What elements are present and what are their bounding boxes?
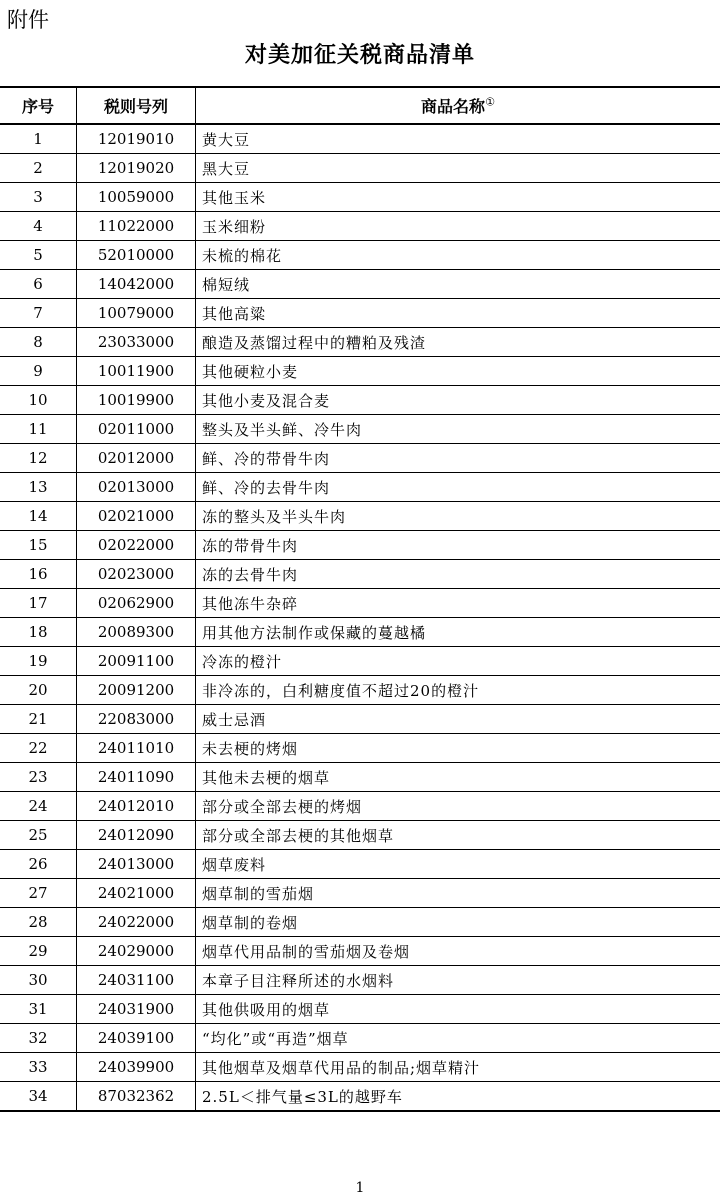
row-product-name: 未去梗的烤烟 <box>196 734 720 763</box>
row-product-name: “均化”或“再造”烟草 <box>196 1024 720 1053</box>
table-row <box>0 270 720 299</box>
row-tariff-code: 02022000 <box>77 531 196 560</box>
row-product-name: 非冷冻的，白利糖度值不超过20的橙汁 <box>196 676 720 705</box>
row-product-name: 其他供吸用的烟草 <box>196 995 720 1024</box>
row-tariff-code: 02062900 <box>77 589 196 618</box>
row-tariff-code: 22083000 <box>77 705 196 734</box>
table-row <box>0 1024 720 1053</box>
row-serial-number: 31 <box>0 995 77 1024</box>
row-serial-number: 11 <box>0 415 77 444</box>
row-tariff-code: 14042000 <box>77 270 196 299</box>
row-serial-number: 14 <box>0 502 77 531</box>
table-row <box>0 444 720 473</box>
row-product-name: 黄大豆 <box>196 124 720 154</box>
row-tariff-code: 20091100 <box>77 647 196 676</box>
row-product-name: 其他小麦及混合麦 <box>196 386 720 415</box>
row-tariff-code: 24039100 <box>77 1024 196 1053</box>
row-serial-number: 19 <box>0 647 77 676</box>
table-row <box>0 850 720 879</box>
row-tariff-code: 02021000 <box>77 502 196 531</box>
table-row <box>0 1082 720 1112</box>
row-product-name: 其他烟草及烟草代用品的制品;烟草精汁 <box>196 1053 720 1082</box>
table-row <box>0 908 720 937</box>
row-tariff-code: 20091200 <box>77 676 196 705</box>
row-tariff-code: 24012090 <box>77 821 196 850</box>
table-header <box>0 87 720 124</box>
table-row <box>0 415 720 444</box>
table-row <box>0 531 720 560</box>
table-row <box>0 328 720 357</box>
row-serial-number: 10 <box>0 386 77 415</box>
row-tariff-code: 24021000 <box>77 879 196 908</box>
row-serial-number: 12 <box>0 444 77 473</box>
table-row <box>0 502 720 531</box>
table-row <box>0 212 720 241</box>
table-row <box>0 1053 720 1082</box>
row-serial-number: 34 <box>0 1082 77 1112</box>
table-row <box>0 124 720 154</box>
table-row <box>0 879 720 908</box>
row-serial-number: 5 <box>0 241 77 270</box>
row-tariff-code: 52010000 <box>77 241 196 270</box>
row-serial-number: 21 <box>0 705 77 734</box>
table-row <box>0 647 720 676</box>
document-title: 对美加征关税商品清单 <box>244 43 475 68</box>
row-product-name: 冻的整头及半头牛肉 <box>196 502 720 531</box>
header-row <box>0 87 720 124</box>
row-serial-number: 20 <box>0 676 77 705</box>
attachment-label: 附件 <box>7 8 49 32</box>
table-row <box>0 821 720 850</box>
header-tariff-code: 税则号列 <box>77 87 196 124</box>
row-serial-number: 4 <box>0 212 77 241</box>
row-serial-number: 15 <box>0 531 77 560</box>
row-product-name: 威士忌酒 <box>196 705 720 734</box>
table-row <box>0 473 720 502</box>
row-serial-number: 17 <box>0 589 77 618</box>
row-product-name: 鲜、冷的去骨牛肉 <box>196 473 720 502</box>
row-product-name: 黑大豆 <box>196 154 720 183</box>
table-row <box>0 241 720 270</box>
row-serial-number: 16 <box>0 560 77 589</box>
row-tariff-code: 24011010 <box>77 734 196 763</box>
table-row <box>0 357 720 386</box>
row-tariff-code: 10011900 <box>77 357 196 386</box>
row-serial-number: 22 <box>0 734 77 763</box>
row-serial-number: 23 <box>0 763 77 792</box>
row-tariff-code: 12019010 <box>77 124 196 154</box>
row-product-name: 烟草废料 <box>196 850 720 879</box>
table-row <box>0 705 720 734</box>
table-row <box>0 995 720 1024</box>
row-product-name: 其他硬粒小麦 <box>196 357 720 386</box>
row-serial-number: 32 <box>0 1024 77 1053</box>
row-product-name: 用其他方法制作或保藏的蔓越橘 <box>196 618 720 647</box>
row-product-name: 冷冻的橙汁 <box>196 647 720 676</box>
row-tariff-code: 24011090 <box>77 763 196 792</box>
row-tariff-code: 24031100 <box>77 966 196 995</box>
table-row <box>0 589 720 618</box>
table-row <box>0 792 720 821</box>
row-tariff-code: 24029000 <box>77 937 196 966</box>
row-product-name: 其他玉米 <box>196 183 720 212</box>
row-serial-number: 8 <box>0 328 77 357</box>
row-product-name: 冻的带骨牛肉 <box>196 531 720 560</box>
row-product-name: 其他未去梗的烟草 <box>196 763 720 792</box>
row-product-name: 烟草代用品制的雪茄烟及卷烟 <box>196 937 720 966</box>
row-serial-number: 33 <box>0 1053 77 1082</box>
row-product-name: 玉米细粉 <box>196 212 720 241</box>
header-product-name <box>196 87 720 124</box>
table-row <box>0 154 720 183</box>
row-product-name: 烟草制的雪茄烟 <box>196 879 720 908</box>
row-product-name: 本章子目注释所述的水烟料 <box>196 966 720 995</box>
row-tariff-code: 12019020 <box>77 154 196 183</box>
row-product-name: 整头及半头鲜、冷牛肉 <box>196 415 720 444</box>
row-tariff-code: 02013000 <box>77 473 196 502</box>
row-serial-number: 24 <box>0 792 77 821</box>
row-tariff-code: 24013000 <box>77 850 196 879</box>
table-row <box>0 183 720 212</box>
row-serial-number: 1 <box>0 124 77 154</box>
row-tariff-code: 24012010 <box>77 792 196 821</box>
row-tariff-code: 20089300 <box>77 618 196 647</box>
row-serial-number: 2 <box>0 154 77 183</box>
row-serial-number: 7 <box>0 299 77 328</box>
table-row <box>0 734 720 763</box>
row-product-name: 烟草制的卷烟 <box>196 908 720 937</box>
row-tariff-code: 02012000 <box>77 444 196 473</box>
row-product-name: 棉短绒 <box>196 270 720 299</box>
row-serial-number: 26 <box>0 850 77 879</box>
row-tariff-code: 02023000 <box>77 560 196 589</box>
row-serial-number: 30 <box>0 966 77 995</box>
row-product-name: 其他冻牛杂碎 <box>196 589 720 618</box>
row-tariff-code: 11022000 <box>77 212 196 241</box>
row-product-name: 冻的去骨牛肉 <box>196 560 720 589</box>
row-product-name: 其他高粱 <box>196 299 720 328</box>
row-tariff-code: 24039900 <box>77 1053 196 1082</box>
row-serial-number: 29 <box>0 937 77 966</box>
page-number: 1 <box>355 1180 365 1196</box>
row-tariff-code: 24031900 <box>77 995 196 1024</box>
row-tariff-code: 24022000 <box>77 908 196 937</box>
row-tariff-code: 10059000 <box>77 183 196 212</box>
table-row <box>0 676 720 705</box>
table-body <box>0 124 720 1111</box>
row-serial-number: 25 <box>0 821 77 850</box>
table-row <box>0 560 720 589</box>
footnote-marker: ① <box>485 95 495 109</box>
row-tariff-code: 23033000 <box>77 328 196 357</box>
row-serial-number: 3 <box>0 183 77 212</box>
row-product-name: 部分或全部去梗的其他烟草 <box>196 821 720 850</box>
table-row <box>0 299 720 328</box>
table-row <box>0 618 720 647</box>
row-serial-number: 28 <box>0 908 77 937</box>
row-tariff-code: 10079000 <box>77 299 196 328</box>
row-serial-number: 6 <box>0 270 77 299</box>
row-product-name: 鲜、冷的带骨牛肉 <box>196 444 720 473</box>
row-serial-number: 18 <box>0 618 77 647</box>
row-product-name: 酿造及蒸馏过程中的糟粕及残渣 <box>196 328 720 357</box>
row-product-name: 部分或全部去梗的烤烟 <box>196 792 720 821</box>
row-serial-number: 13 <box>0 473 77 502</box>
row-product-name: 2.5L＜排气量≤3L的越野车 <box>196 1082 720 1112</box>
table-row <box>0 966 720 995</box>
row-product-name: 未梳的棉花 <box>196 241 720 270</box>
header-product-name-label: 商品名称 <box>421 97 486 116</box>
row-tariff-code: 87032362 <box>77 1082 196 1112</box>
row-tariff-code: 10019900 <box>77 386 196 415</box>
table-row <box>0 763 720 792</box>
table-row <box>0 386 720 415</box>
table-row <box>0 937 720 966</box>
tariff-goods-table <box>0 86 720 1112</box>
row-serial-number: 9 <box>0 357 77 386</box>
header-serial-number: 序号 <box>0 87 77 124</box>
row-serial-number: 27 <box>0 879 77 908</box>
row-tariff-code: 02011000 <box>77 415 196 444</box>
